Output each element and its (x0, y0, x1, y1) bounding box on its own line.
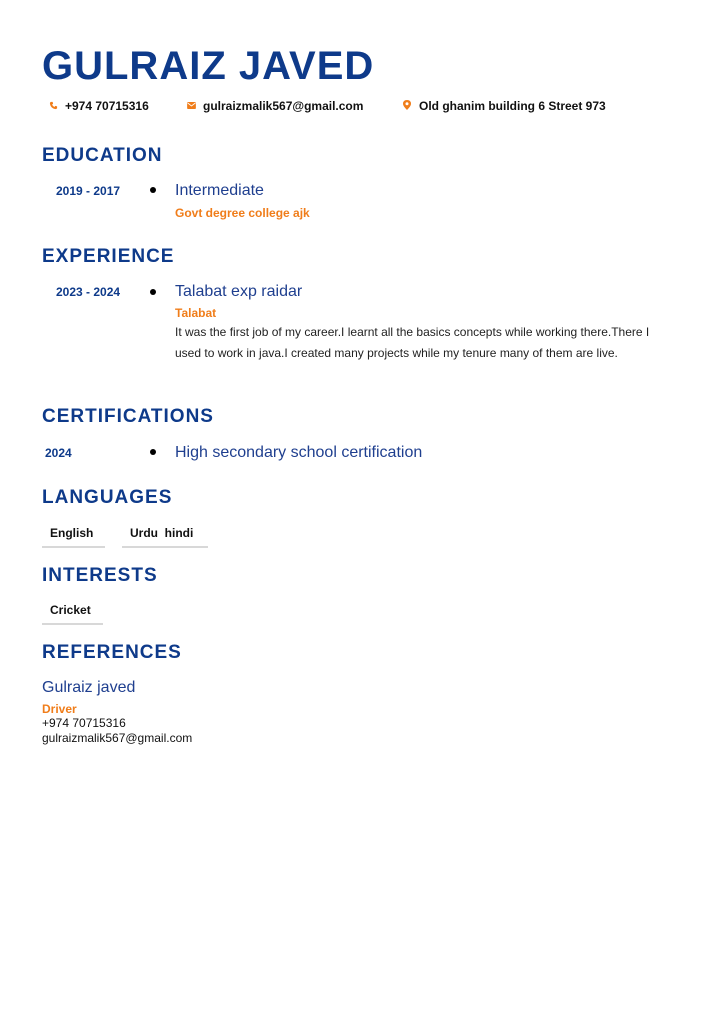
reference-name: Gulraiz javed (42, 679, 136, 696)
education-title: Intermediate (175, 182, 264, 199)
language-chip-urdu-hindi: Urdu hindi (122, 522, 208, 548)
experience-company: Talabat (175, 306, 217, 320)
education-institution: Govt degree college ajk (175, 206, 310, 220)
envelope-icon (186, 101, 196, 111)
contact-phone (48, 98, 149, 114)
interests-heading: INTERESTS (42, 565, 158, 586)
certification-title: High secondary school certification (175, 444, 423, 461)
interest-chip-cricket: Cricket (42, 599, 103, 625)
references-heading: REFERENCES (42, 642, 182, 663)
experience-bullet (150, 289, 156, 295)
candidate-name: GULRAIZ JAVED (42, 44, 375, 88)
education-heading: EDUCATION (42, 145, 163, 166)
phone-icon (48, 101, 58, 112)
certification-date: 2024 (45, 446, 72, 460)
experience-title: Talabat exp raidar (175, 283, 303, 300)
contact-phone-text: +974 70715316 (65, 99, 149, 113)
certifications-heading: CERTIFICATIONS (42, 406, 214, 427)
experience-date: 2023 - 2024 (56, 285, 121, 299)
reference-phone: +974 70715316 (42, 716, 126, 730)
contact-address-text: Old ghanim building 6 Street 973 (419, 99, 606, 113)
certification-bullet (150, 449, 156, 455)
contact-email (186, 98, 363, 114)
location-pin-icon (402, 100, 412, 112)
experience-heading: EXPERIENCE (42, 246, 175, 267)
language-chip-english: English (42, 522, 105, 548)
languages-heading: LANGUAGES (42, 487, 173, 508)
contact-address (402, 98, 606, 114)
education-date: 2019 - 2017 (56, 184, 121, 198)
reference-role: Driver (42, 702, 77, 716)
experience-description: It was the first job of my career.I learnt all the basics concepts while working there.There I used to work in java.I created many projects while my tenure many of them are live. (175, 325, 650, 360)
reference-email: gulraizmalik567@gmail.com (42, 731, 193, 745)
contact-email-text: gulraizmalik567@gmail.com (203, 99, 364, 113)
education-bullet (150, 187, 156, 193)
